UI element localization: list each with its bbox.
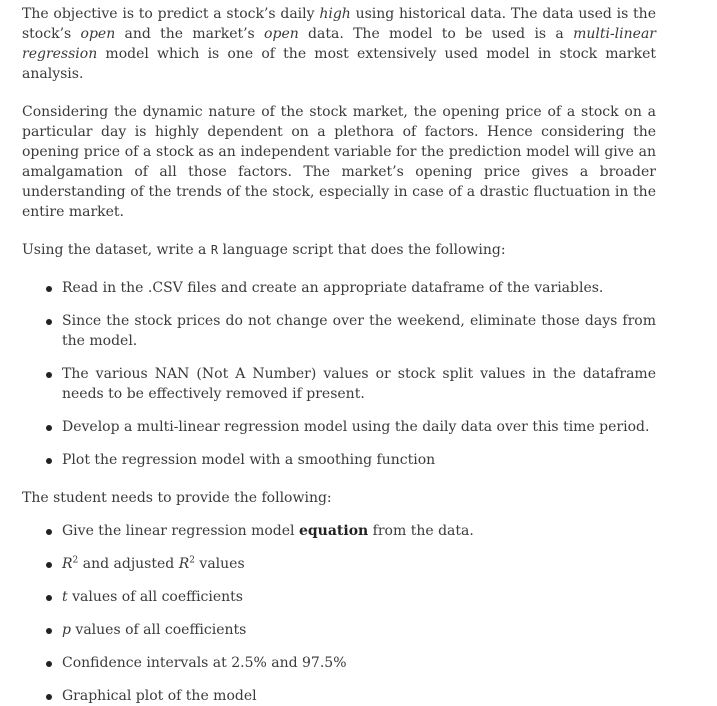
- r-variable: R: [178, 556, 190, 572]
- deliverable-text: values of all coefficients: [70, 622, 247, 638]
- list-item: [22, 686, 656, 706]
- bullet-icon: [46, 425, 52, 431]
- open-term: open: [80, 26, 116, 42]
- document-body: [22, 4, 656, 706]
- list-item: [22, 417, 656, 437]
- list-item: [22, 587, 656, 607]
- equation-term: equation: [298, 523, 369, 539]
- instructions-text-2: language script that does the following:: [218, 242, 506, 258]
- deliverable-text: from the data.: [368, 523, 474, 539]
- task-text: Since the stock prices do not change over the weekend, eliminate those days from the model.: [62, 313, 656, 349]
- bullet-icon: [46, 319, 52, 325]
- bullet-icon: [46, 694, 52, 700]
- mlr-term: multi-linear regression: [22, 26, 656, 62]
- deliverables-list: [22, 521, 656, 706]
- bullet-icon: [46, 458, 52, 464]
- open-term-2: open: [264, 26, 299, 42]
- task-text: Read in the .CSV files and create an appropriate dataframe of the variables.: [62, 280, 604, 296]
- objective-text-4: data. The model to be used is a: [298, 26, 574, 42]
- t-variable: t: [62, 589, 68, 605]
- instructions-paragraph: [22, 240, 656, 260]
- objective-text-1: The objective is to predict a stock’s daily: [22, 6, 320, 22]
- list-item: [22, 450, 656, 470]
- deliverable-text: Give the linear regression model: [62, 523, 299, 539]
- provide-intro: The student needs to provide the following:: [22, 490, 332, 506]
- list-item: [22, 554, 656, 574]
- list-item: [22, 620, 656, 640]
- task-text: Plot the regression model with a smoothing function: [62, 452, 436, 468]
- r-exponent: 2: [72, 555, 79, 566]
- deliverable-text: Graphical plot of the model: [62, 688, 257, 704]
- bullet-icon: [46, 661, 52, 667]
- bullet-icon: [46, 286, 52, 292]
- objective-text-3: and the market’s: [115, 26, 265, 42]
- list-item: [22, 278, 656, 298]
- deliverable-text: values of all coefficients: [67, 589, 243, 605]
- objective-paragraph: [22, 4, 656, 84]
- list-item: [22, 521, 656, 541]
- deliverable-text: and adjusted: [78, 556, 179, 572]
- context-paragraph: Considering the dynamic nature of the stock market, the opening price of a stock on a particular day is highly dependent on a plethora of factors. Hence considering the opening price of a stock as an independent variable for the prediction model will give an amalgamation of all those factors. The market’s opening price gives a broader understanding of the trends of the stock, especially in case of a drastic fluctuation in the entire market.: [22, 104, 656, 220]
- p-variable: p: [62, 622, 71, 638]
- bullet-icon: [46, 628, 52, 634]
- deliverable-text: Confidence intervals at 2.5% and 97.5%: [62, 655, 347, 671]
- high-term: high: [319, 6, 351, 22]
- r-language-label: R: [210, 243, 219, 257]
- bullet-icon: [46, 372, 52, 378]
- objective-text-5: model which is one of the most extensively used model in stock market analysis.: [22, 46, 656, 82]
- instructions-text-1: Using the dataset, write a: [22, 242, 211, 258]
- r-exponent: 2: [189, 555, 195, 566]
- bullet-icon: [46, 595, 52, 601]
- list-item: [22, 653, 656, 673]
- objective-text-2: using historical data. The data used is the stock’s: [22, 6, 656, 42]
- deliverable-text: values: [194, 556, 245, 572]
- task-text: Develop a multi-linear regression model using the daily data over this time period.: [62, 419, 650, 435]
- list-item: [22, 311, 656, 351]
- bullet-icon: [46, 529, 52, 535]
- task-list: [22, 278, 656, 470]
- task-text: The various NAN (Not A Number) values or stock split values in the dataframe needs to be effectively removed if present.: [62, 366, 656, 402]
- list-item: [22, 364, 656, 404]
- r-variable: R: [62, 556, 73, 572]
- bullet-icon: [46, 562, 52, 568]
